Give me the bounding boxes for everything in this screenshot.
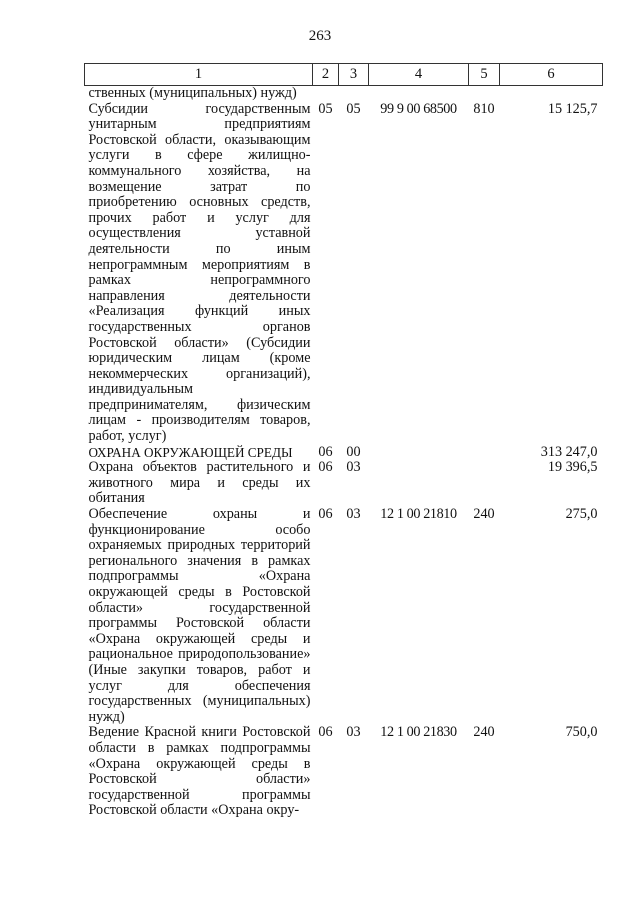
row-target-code: 12 1 00 21830: [380, 724, 457, 741]
header-col-2: 2: [313, 64, 339, 86]
table-row: [85, 507, 603, 725]
row-section: 06: [318, 724, 333, 741]
row-subsection: 03: [346, 724, 361, 741]
row-section: 06: [318, 443, 333, 460]
row-target-code: 12 1 00 21810: [380, 506, 457, 523]
row-amount: [500, 86, 603, 102]
row-target-code: [369, 445, 469, 461]
row-amount: 275,0: [565, 506, 598, 523]
row-target-code: [369, 86, 469, 102]
row-section: 06: [318, 459, 333, 476]
page-number: 263: [308, 28, 332, 44]
row-target-code: [369, 460, 469, 507]
row-subsection: 03: [346, 459, 361, 476]
row-section: 06: [318, 506, 333, 523]
row-name: Субсидии государственным унитарным предприятиям Ростовской области, оказывающим услуги в сфере жилищно-коммунального хозяйства, на возмещение затрат по приобретению основных средств, прочих работ и услуг для осуществления уставной деятельности по иным непрограммным мероприятиям в рамках непрограммного направления деятельности «Реализация функций иных государственных органов Ростовской области» (Субсидии юридическим лицам (кроме некоммерческих организаций), индивидуальным предпринимателям, физическим лицам - производителям товаров, работ, услуг): [88, 100, 311, 445]
row-expense-type: 810: [473, 100, 495, 117]
row-amount: 750,0: [565, 724, 598, 741]
row-target-code: 99 9 00 68500: [380, 100, 457, 117]
table-row: [85, 86, 603, 102]
row-section: [313, 86, 339, 102]
table-row: [85, 102, 603, 445]
row-section: 05: [318, 100, 333, 117]
header-col-5: 5: [469, 64, 500, 86]
row-amount: 313 247,0: [540, 443, 598, 460]
table-header-row: [85, 64, 603, 86]
header-col-3: 3: [339, 64, 369, 86]
row-expense-type: [469, 86, 500, 102]
header-col-4: 4: [369, 64, 469, 86]
row-subsection: 05: [346, 100, 361, 117]
row-expense-type: [469, 460, 500, 507]
budget-table: [84, 63, 603, 819]
row-name: Ведение Красной книги Ростовской области в рамках подпрограммы «Охрана окружающей среды в Ростовской области» государственной программы Ростовской области «Охрана окру-: [88, 724, 311, 819]
row-name: Охрана объектов растительного и животного мира и среды их обитания: [88, 459, 311, 507]
row-name: ственных (муниципальных) нужд): [88, 85, 297, 101]
row-subsection: 00: [346, 443, 361, 460]
header-col-1: 1: [85, 64, 313, 86]
row-name: Обеспечение охраны и функционирование особо охраняемых природных территорий регионального значения в рамках подпрограммы «Охрана окружающей среды в Ростовской области» государственной программы Ростовской области «Охрана окружающей среды и рациональное природопользование» (Иные закупки товаров, работ и услуг для обеспечения государственных (муниципальных) нужд): [88, 506, 311, 725]
row-amount: 19 396,5: [547, 459, 598, 476]
row-expense-type: [469, 445, 500, 461]
header-col-6: 6: [500, 64, 603, 86]
row-name: ОХРАНА ОКРУЖАЮЩЕЙ СРЕДЫ: [88, 444, 293, 460]
table-row: [85, 725, 603, 819]
row-expense-type: 240: [473, 506, 495, 523]
row-subsection: [339, 86, 369, 102]
row-expense-type: 240: [473, 724, 495, 741]
row-subsection: 03: [346, 506, 361, 523]
table-row: [85, 445, 603, 461]
row-amount: 15 125,7: [547, 100, 598, 117]
table-row: [85, 460, 603, 507]
